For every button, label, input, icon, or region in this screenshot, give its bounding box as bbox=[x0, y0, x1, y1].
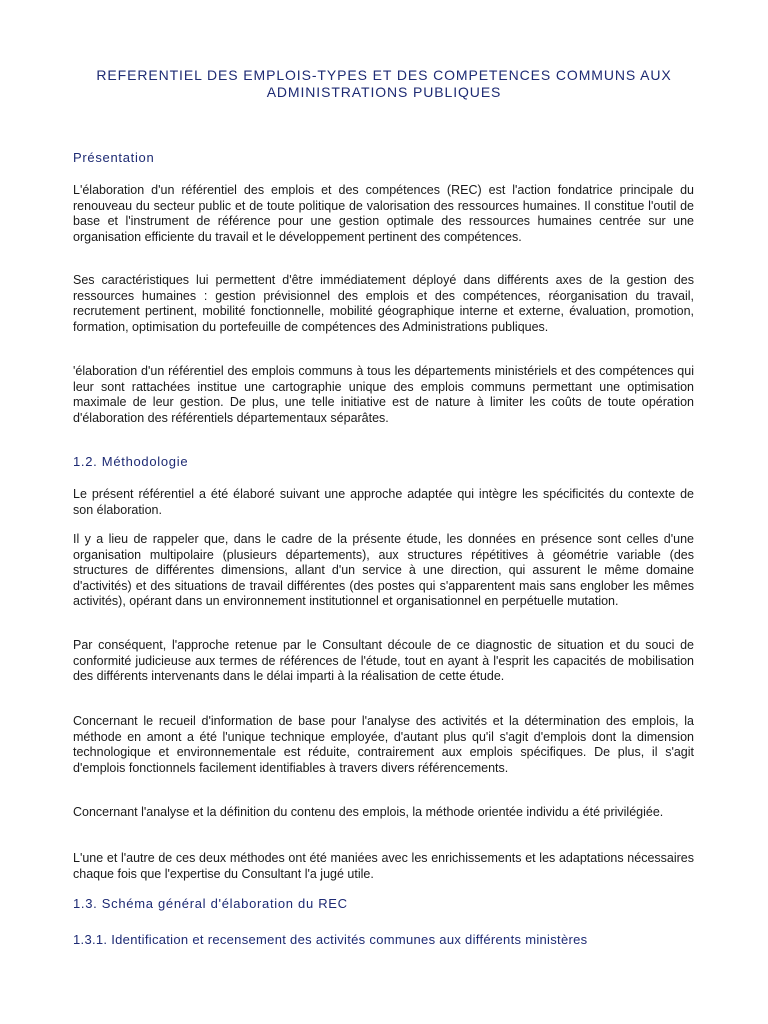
paragraph-5: Il y a lieu de rappeler que, dans le cadre de la présente étude, les données en présence sont celles d'une organisation multipolaire (plusieurs départements), aux structures répétitives à géométrie variable (des structures de différentes dimensions, allant d'un service à une direction, qui assurent le même domaine d'activités) et des situations de travail différentes (des postes qui s'apparentent mais sans englober les mêmes activités), opérant dans un environnement institutionnel et organisationnel en perpétuelle mutation. bbox=[73, 532, 694, 608]
heading-identification: 1.3.1. Identification et recensement des activités communes aux différents ministères bbox=[73, 932, 588, 947]
title-line-2: ADMINISTRATIONS PUBLIQUES bbox=[266, 84, 502, 100]
heading-presentation: Présentation bbox=[73, 150, 155, 165]
paragraph-3: 'élaboration d'un référentiel des emplois communs à tous les départements ministériels et des compétences qui leur sont rattachées institue une cartographie unique des emplois communs permettant une optimisation maximale de leur gestion. De plus, une telle initiative est de nature à limiter les coûts de toute opération d'élaboration des référentiels départementaux séparâtes. bbox=[73, 364, 694, 425]
paragraph-4: Le présent référentiel a été élaboré suivant une approche adaptée qui intègre les spécificités du contexte de son élaboration. bbox=[73, 487, 694, 517]
title-line-1: REFERENTIEL DES EMPLOIS-TYPES ET DES COMPETENCES COMMUNS AUX bbox=[96, 67, 672, 83]
paragraph-2: Ses caractéristiques lui permettent d'être immédiatement déployé dans différents axes de la gestion des ressources humaines : gestion prévisionnel des emplois et des compétences, réorganisation du travail, recrutement pertinent, mobilité fonctionnelle, mobilité géographique interne et externe, évaluation, promotion, formation, optimisation du portefeuille de compétences des Administrations publiques. bbox=[73, 273, 694, 334]
heading-schema: 1.3. Schéma général d'élaboration du REC bbox=[73, 896, 348, 911]
document-title bbox=[60, 67, 708, 101]
paragraph-7: Concernant le recueil d'information de base pour l'analyse des activités et la détermination des emplois, la méthode en amont a été l'unique technique employée, d'autant plus qu'il s'agit d'emplois dont la dimension technologique et environnementale est réduite, contrairement aux emplois spécifiques. De plus, il s'agit d'emplois fonctionnels facilement identifiables à travers divers référencements. bbox=[73, 714, 694, 775]
paragraph-9: L'une et l'autre de ces deux méthodes ont été maniées avec les enrichissements et les adaptations nécessaires chaque fois que l'expertise du Consultant l'a jugé utile. bbox=[73, 851, 694, 881]
heading-methodologie: 1.2. Méthodologie bbox=[73, 454, 189, 469]
paragraph-8: Concernant l'analyse et la définition du contenu des emplois, la méthode orientée individu a été privilégiée. bbox=[73, 805, 664, 819]
paragraph-6: Par conséquent, l'approche retenue par le Consultant découle de ce diagnostic de situation et du souci de conformité judicieuse aux termes de références de l'étude, tout en ayant à l'esprit les capacités de mobilisation des différents intervenants dans le délai imparti à la réalisation de cette étude. bbox=[73, 638, 694, 683]
paragraph-1: L'élaboration d'un référentiel des emplois et des compétences (REC) est l'action fondatrice principale du renouveau du secteur public et de toute politique de valorisation des ressources humaines. Il constitue l'outil de base et l'instrument de référence pour une gestion optimale des ressources humaines centrée sur une organisation efficiente du travail et le développement pertinent des compétences. bbox=[73, 183, 694, 244]
